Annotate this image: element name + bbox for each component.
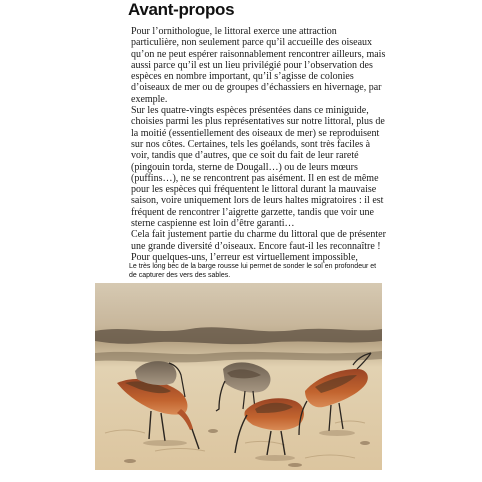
godwits-illustration bbox=[95, 283, 382, 470]
paragraph-1: Pour l’ornithologue, le littoral exerce une attraction particulière, non seulement parce qu’il accueille des oiseaux qu’on ne peut espérer raisonnablement rencontrer ailleurs, mais aussi parce qu’il est un lieu privilégié pour l’observation des espèces en nombre important, qu’il s’agisse de colonies d’oiseaux de mer ou de groupes d’échassiers en hivernage, par exemple. bbox=[131, 26, 386, 105]
paragraph-3: Cela fait justement partie du charme du littoral que de présenter une grande diversité d’oiseaux. Encore faut-il les reconnaître ! Pour quelques-uns, l’erreur est virtuellement impossible, bbox=[131, 229, 386, 263]
body-text bbox=[131, 26, 387, 263]
page-title: Avant-propos bbox=[128, 0, 235, 19]
photo-caption: Le très long bec de la barge rousse lui permet de sonder le sol en profondeur et de capturer des vers des sables. bbox=[129, 263, 377, 280]
godwits-photo bbox=[95, 283, 382, 470]
paragraph-2: Sur les quatre-vingts espèces présentées dans ce miniguide, choisies parmi les plus représentatives sur notre littoral, plus de la moitié (essentiellement des oiseaux de mer) se reproduisent sur nos côtes. Certaines, tels les goélands, sont très faciles à voir, tandis que d’autres, que ce soit du fait de leur rareté (pingouin torda, sterne de Dougall…) ou de leurs mœurs (puffins…), ne se rencontrent pas aisément. Il en est de même pour les espèces qui fréquentent le littoral durant la mauvaise saison, voire uniquement lors de leurs haltes migratoires : il est fréquent de rencontrer l’aigrette garzette, tandis que voir une sterne caspienne est loin d’être garanti… bbox=[131, 105, 385, 230]
